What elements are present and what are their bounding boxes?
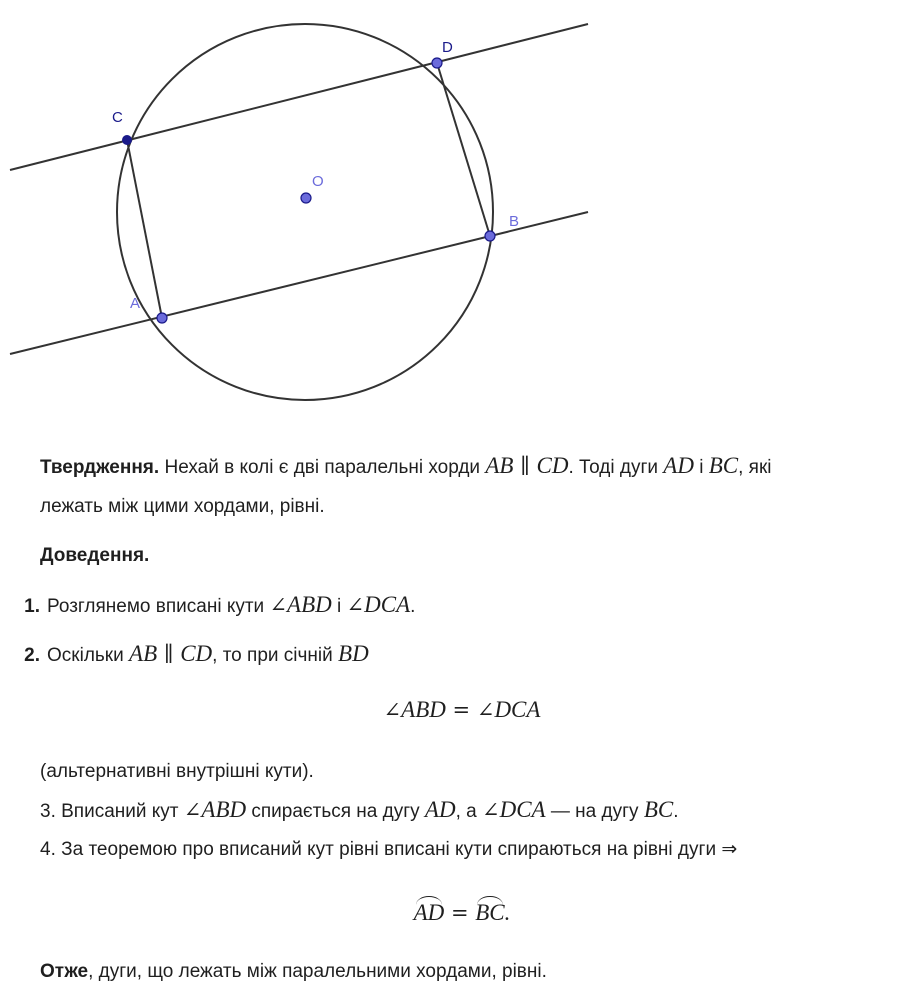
circle-chords-figure — [0, 0, 924, 410]
label-b: B — [509, 213, 520, 230]
point-b — [485, 231, 495, 241]
point-o — [301, 193, 311, 203]
arc-bc: BC — [475, 900, 505, 925]
arc-ad: AD — [413, 900, 445, 925]
equation-angles: ∠ABD = ∠DCA — [383, 697, 541, 722]
label-a: A — [130, 295, 141, 312]
math-ab: AB — [485, 453, 514, 478]
equation-arcs: AD = BC. — [413, 900, 511, 925]
label-o: O — [312, 173, 324, 190]
point-d — [432, 58, 442, 68]
claim-heading: Твердження. — [40, 457, 160, 478]
circle — [117, 24, 493, 400]
step-1: 1. Розглянемо вписані кути ∠ABD і ∠DCA. — [24, 592, 416, 617]
label-d: D — [442, 39, 453, 56]
proof-heading: Доведення. — [40, 545, 150, 566]
point-c — [123, 136, 132, 145]
claim-line-1: Твердження. Нехай в колі є дві паралельні хорди AB ∥ CD. Тоді дуги AD і BC, які — [40, 453, 772, 478]
math-bc: BC — [708, 453, 739, 478]
math-cd: CD — [536, 453, 569, 478]
line-cd — [10, 24, 588, 170]
label-c: C — [112, 109, 123, 126]
math-ad: AD — [663, 453, 694, 478]
alternate-angles-note: (альтернативні внутрішні кути). — [40, 761, 314, 782]
conclusion: Отже, дуги, що лежать між паралельними хордами, рівні. — [40, 961, 547, 982]
step-2: 2. Оскільки AB ∥ CD, то при січній BD — [24, 641, 369, 666]
step-4: 4. За теоремою про вписаний кут рівні вписані кути спираються на рівні дуги ⇒ — [40, 839, 738, 860]
claim-line-2: лежать між цими хордами, рівні. — [40, 496, 325, 517]
line-ab — [10, 212, 588, 354]
step-3: 3. Вписаний кут ∠ABD спирається на дугу AD, а ∠DCA — на дугу BC. — [40, 797, 679, 822]
chord-ac — [127, 140, 162, 318]
point-a — [157, 313, 167, 323]
